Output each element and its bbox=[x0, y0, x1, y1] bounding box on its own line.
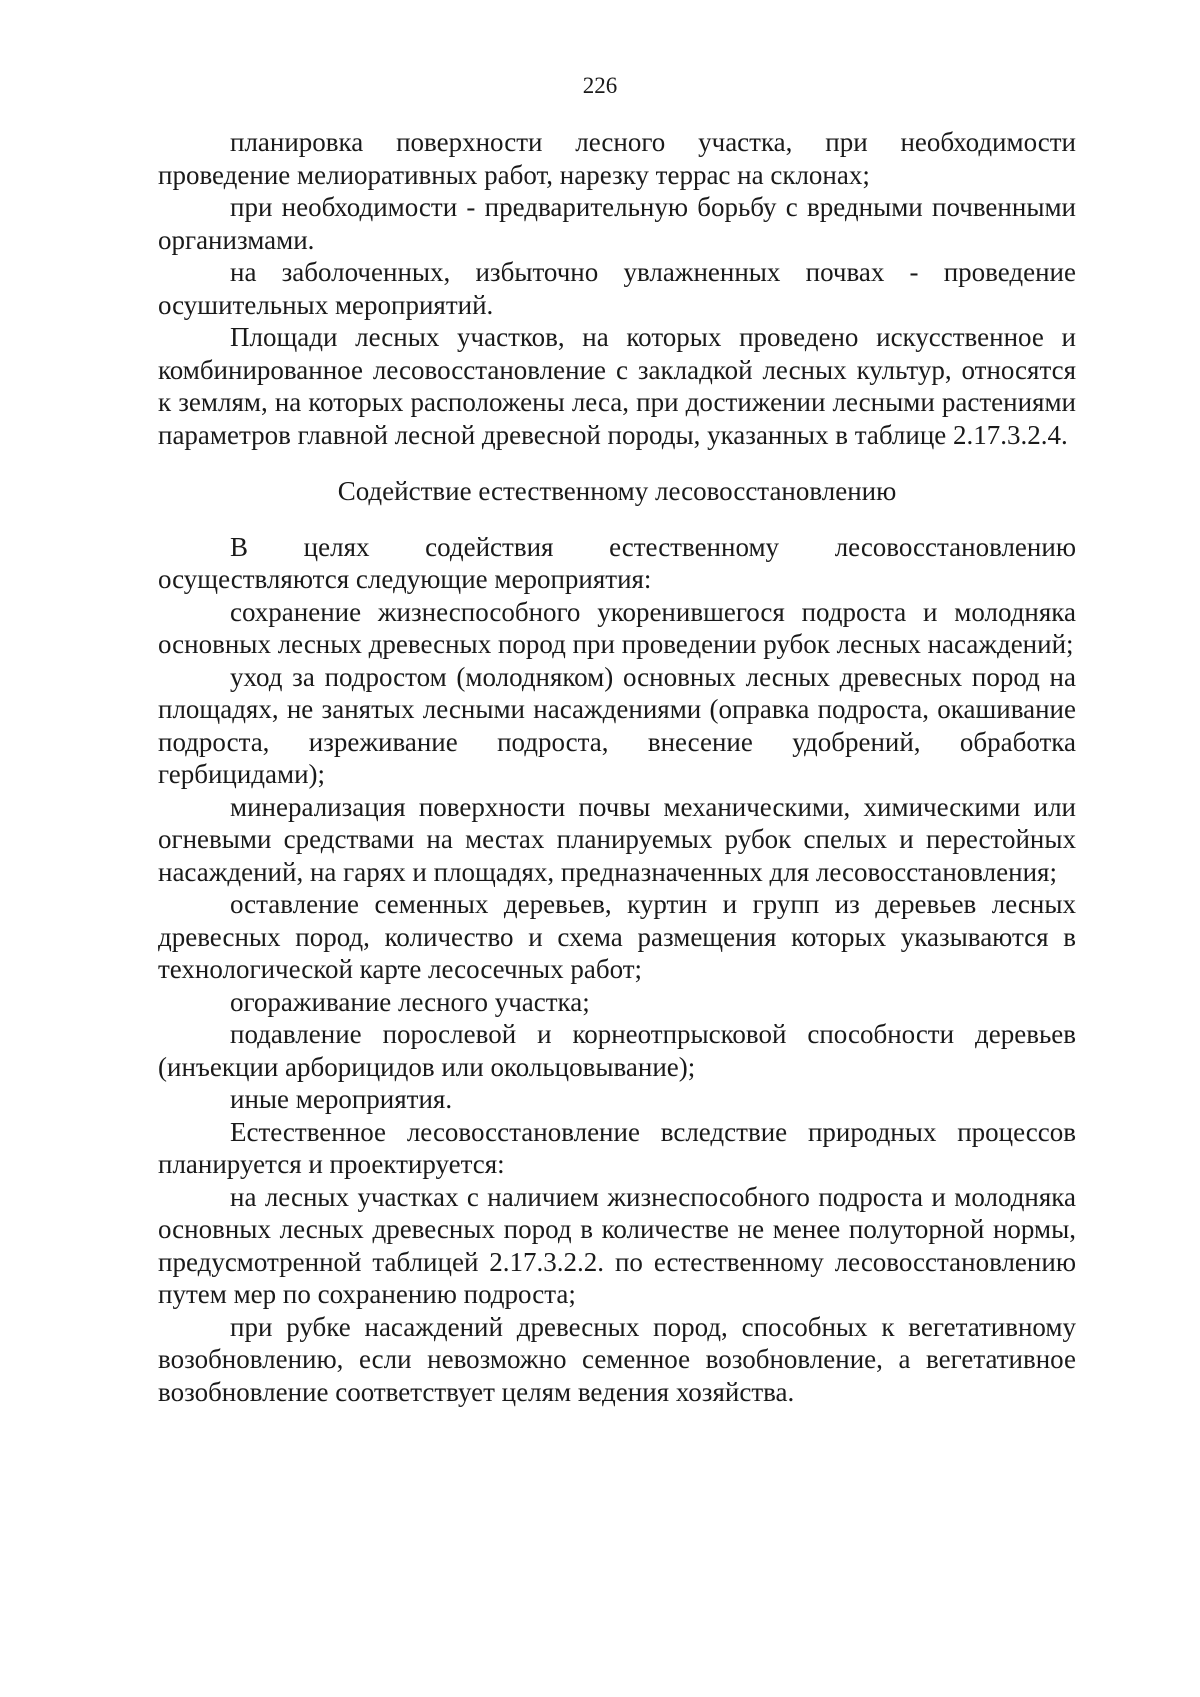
intro-paragraph-line: осуществляются следующие мероприятия: bbox=[158, 564, 652, 594]
paragraph: при необходимости - предварительную борьбу с вредными почвенными организмами. bbox=[158, 192, 1076, 255]
paragraph: на лесных участках с наличием жизнеспособного подроста и молодняка основных лесных древесных пород в количестве не менее полуторной нормы, предусмотренной таблицей 2.17.3.2.2. по естественному лесовосстановлению путем мер по сохранению подроста; bbox=[158, 1181, 1076, 1309]
intro-paragraph-line: В целях содействия естественному лесовосстановлению bbox=[230, 531, 1076, 562]
section-heading: Содействие естественному лесовосстановлению bbox=[337, 476, 897, 506]
paragraph: иные мероприятия. bbox=[230, 1084, 453, 1114]
paragraph: огораживание лесного участка; bbox=[230, 986, 590, 1017]
document-body bbox=[158, 126, 1076, 1408]
paragraph: при рубке насаждений древесных пород, способных к вегетативному возобновлению, если невозможно семенное возобновление, а вегетативное возобновление соответствует целям ведения хозяйства. bbox=[158, 1311, 1076, 1407]
paragraph: Естественное лесовосстановление вследствие природных процессов планируется и проектируется: bbox=[158, 1116, 1076, 1179]
paragraph: минерализация поверхности почвы механическими, химическими или огневыми средствами на местах планируемых рубок спелых и перестойных насаждений, на гарях и площадях, предназначенных для лесовосстановления; bbox=[158, 791, 1076, 887]
paragraph: Площади лесных участков, на которых проведено искусственное и комбинированное лесовосстановление с закладкой лесных культур, относятся к землям, на которых расположены леса, при достижении лесными растениями параметров главной лесной древесной породы, указанных в таблице 2.17.3.2.4. bbox=[158, 322, 1076, 450]
paragraph: на заболоченных, избыточно увлажненных почвах - проведение осушительных мероприятий. bbox=[158, 257, 1076, 320]
paragraph: сохранение жизнеспособного укоренившегося подроста и молодняка основных лесных древесных пород при проведении рубок лесных насаждений; bbox=[158, 596, 1076, 659]
page-number: 226 bbox=[582, 73, 618, 98]
paragraph: подавление порослевой и корнеотпрысковой способности деревьев (инъекции арборицидов или окольцовывание); bbox=[158, 1019, 1076, 1082]
paragraph: планировка поверхности лесного участка, при необходимости проведение мелиоративных работ, нарезку террас на склонах; bbox=[158, 127, 1076, 190]
paragraph: уход за подростом (молодняком) основных лесных древесных пород на площадях, не занятых лесными насаждениями (оправка подроста, окашивание подроста, изреживание подроста, внесение удобрений, обработка гербицидами); bbox=[158, 661, 1076, 789]
paragraph: оставление семенных деревьев, куртин и групп из деревьев лесных древесных пород, количество и схема размещения которых указываются в технологической карте лесосечных работ; bbox=[158, 889, 1076, 984]
